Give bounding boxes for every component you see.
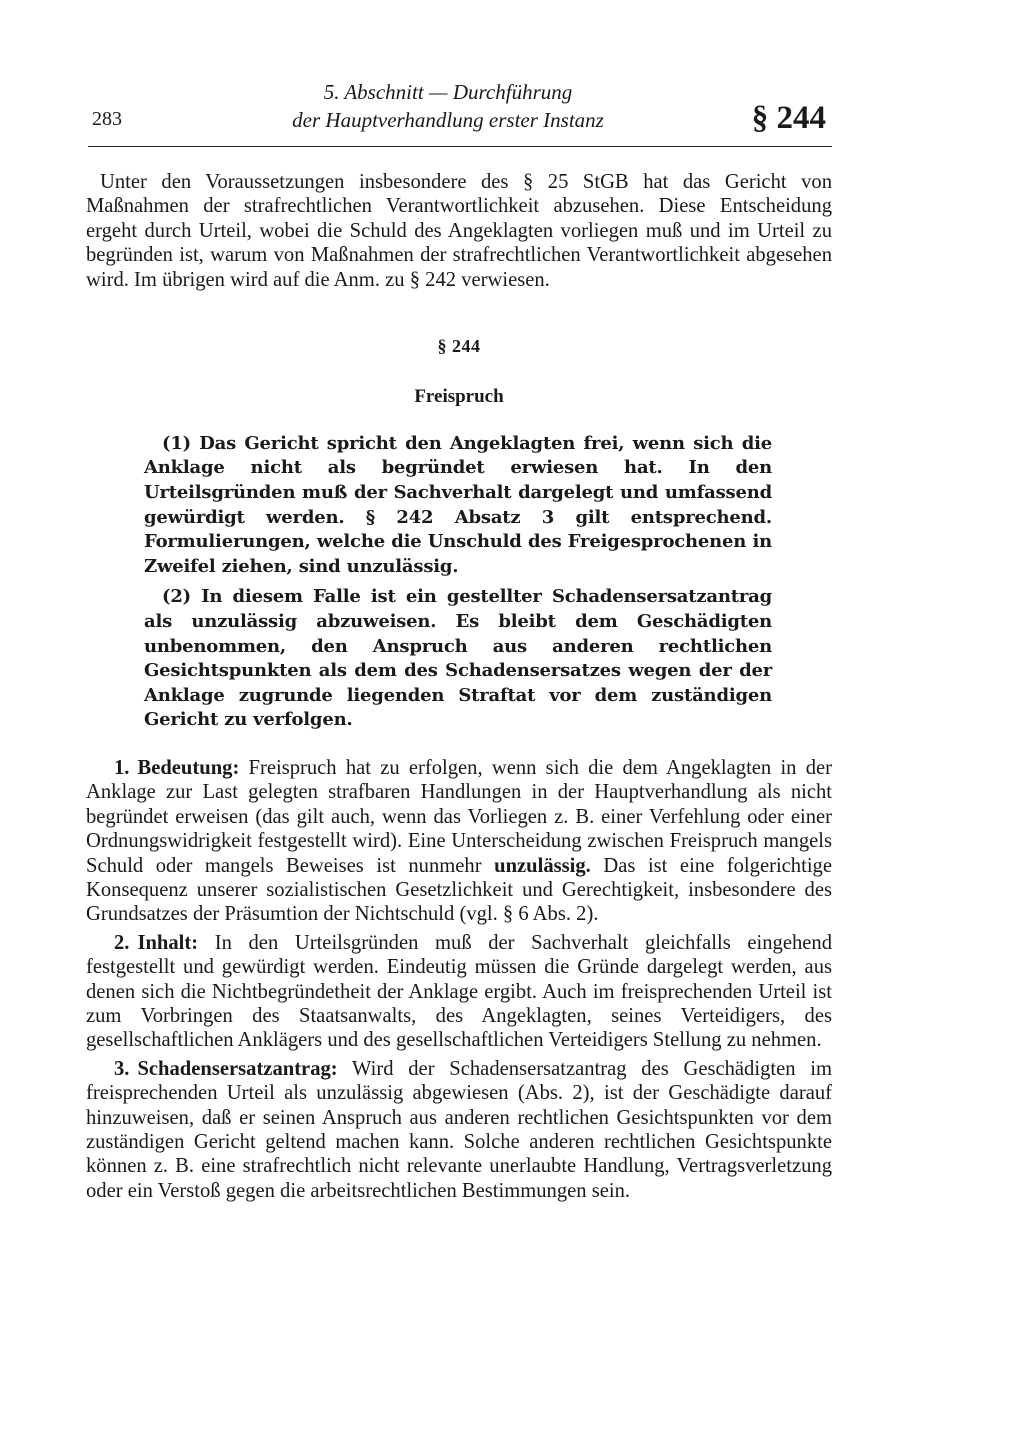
annotation-item	[86, 931, 832, 1053]
annotation-number: 3.	[114, 1057, 130, 1080]
annotation-number: 1.	[114, 756, 130, 779]
annotation-item	[86, 756, 832, 927]
annotations	[86, 756, 832, 1203]
statute-text	[144, 432, 772, 733]
annotation-number: 2.	[114, 931, 130, 954]
annotation-heading: Bedeutung:	[137, 756, 240, 779]
statute-subsection-1: (1) Das Gericht spricht den Angeklagten frei, wenn sich die Anklage nicht als begründet erwiesen hat. In den Urteilsgründen muß der Sachverhalt dargelegt und umfassend gewürdigt werden. § 242 Absatz 3 gilt entsprechend. Formulierungen, welche die Unschuld des Freigesprochenen in Zweifel ziehen, sind unzulässig.	[144, 432, 772, 577]
page-body	[86, 170, 832, 1207]
running-title-line-2: der Hauptverhandlung erster Instanz	[292, 108, 604, 132]
running-title-line-1: 5. Abschnitt — Durchführung	[323, 80, 573, 104]
intro-paragraph: Unter den Voraussetzungen insbesondere des § 25 StGB hat das Gericht von Maßnahmen der strafrechtlichen Verantwortlichkeit abzusehen. Diese Entscheidung ergeht durch Urteil, wobei die Schuld des Angeklagten vorliegen muß und im Urteil zu begründen ist, warum von Maßnahmen der strafrechtlichen Verantwortlichkeit abgesehen wird. Im übrigen wird auf die Anm. zu § 242 verwiesen.	[86, 171, 832, 291]
header-rule	[88, 146, 832, 147]
annotation-text: Wird der Schadensersatzantrag des Geschädigten im freisprechenden Urteil als unzulässig abgewiesen (Abs. 2), ist der Geschädigte darauf hinzuweisen, daß er seinen Anspruch aus anderen rechtlichen Gesichtspunkten vor dem zuständigen Gericht geltend machen kann. Solche anderen rechtlichen Gesichtspunkte können z. B. eine strafrechtlich nicht relevante unerlaubte Handlung, Vertragsverletzung oder ein Verstoß gegen die arbeitsrechtlichen Bestimmungen sein.	[86, 1057, 833, 1202]
annotation-text: Freispruch hat zu erfolgen, wenn sich die dem Angeklagten in der Anklage zur Last gelegten strafbaren Handlungen in der Hauptverhandlung als nicht begründet erweisen (das gilt auch, wenn das Vorliegen z. B. einer Verfehlung oder einer Ordnungswidrigkeit festgestellt wird). Eine Unterscheidung zwischen Freispruch mangels Schuld oder mangels Beweises ist nunmehr	[86, 756, 832, 877]
running-header	[88, 74, 832, 144]
running-title	[268, 78, 628, 134]
section-mark: § 244	[751, 100, 826, 136]
statute-subsection-2: (2) In diesem Falle ist ein gestellter Schadensersatzantrag als unzulässig abzuweisen. Es bleibt dem Geschädigten unbenommen, den Anspruch aus anderen rechtlichen Gesichtspunkten als dem des Schadensersatzes wegen der der Anklage zugrunde liegenden Straftat vor dem zuständigen Gericht zu verfolgen.	[144, 586, 772, 731]
annotation-text-continued: Das ist eine folgerichtige Konsequenz unserer sozialistischen Gesetzlichkeit und Gerechtigkeit, insbesondere des Grundsatzes der Präsumtion der Nichtschuld (vgl. § 6 Abs. 2).	[86, 854, 832, 926]
annotation-heading: Inhalt:	[137, 931, 199, 954]
annotation-heading: Schadensersatzantrag:	[137, 1057, 338, 1080]
paragraph-title: Freispruch	[414, 386, 504, 408]
annotation-emphasis: unzulässig.	[494, 854, 591, 877]
annotation-item	[86, 1057, 832, 1203]
paragraph-number: § 244	[437, 336, 481, 357]
page-number: 283	[92, 108, 122, 130]
annotation-text: In den Urteilsgründen muß der Sachverhalt gleichfalls eingehend festgestellt und gewürdigt werden. Eindeutig müssen die Gründe dargelegt werden, aus denen sich die Nichtbegründetheit der Anklage ergibt. Auch im freisprechenden Urteil ist zum Vorbringen des Staatsanwalts, des Angeklagten, seines Verteidigers, des gesellschaftlichen Anklägers und des gesellschaftlichen Verteidigers Stellung zu nehmen.	[86, 931, 832, 1052]
